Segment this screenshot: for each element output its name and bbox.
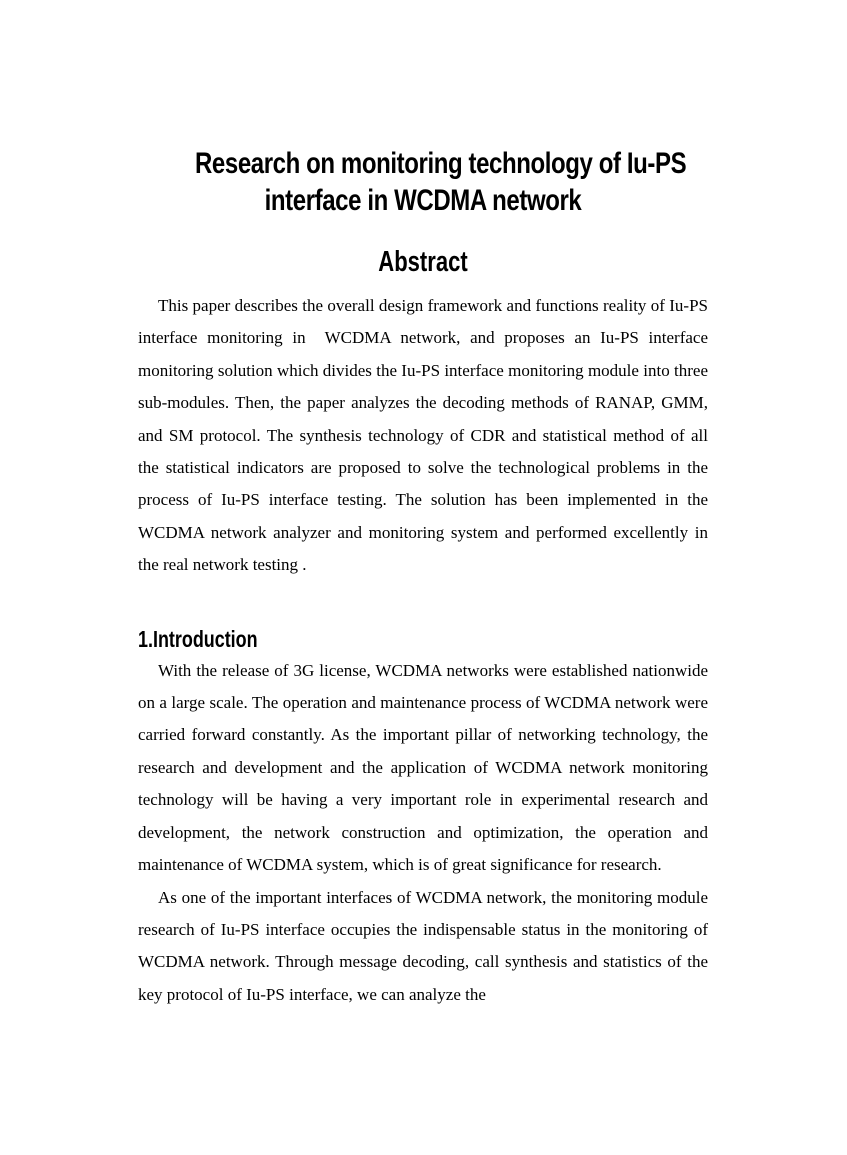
document-content bbox=[138, 0, 708, 1011]
paper-title bbox=[195, 145, 687, 219]
paper-title-line1: Research on monitoring technology of Iu-PS bbox=[195, 147, 687, 180]
introduction-heading: 1.Introduction bbox=[138, 625, 258, 652]
abstract-heading: Abstract bbox=[378, 246, 468, 278]
introduction-paragraph-2: As one of the important interfaces of WCDMA network, the monitoring module research of Iu-PS interface occupies the indispensable status in the monitoring of WCDMA network. Through message decoding, call synthesis and statistics of the key protocol of Iu-PS interface, we can analyze the bbox=[138, 887, 708, 1004]
introduction-paragraph-1: With the release of 3G license, WCDMA networks were established nationwide on a large scale. The operation and maintenance process of WCDMA network were carried forward constantly. As the important pillar of networking technology, the research and development and the application of WCDMA network monitoring technology will be having a very important role in experimental research and development, the network construction and optimization, the operation and maintenance of WCDMA system, which is of great significance for research. bbox=[138, 660, 708, 875]
abstract-paragraph: This paper describes the overall design framework and functions reality of Iu-PS interface monitoring in WCDMA network, and proposes an Iu-PS interface monitoring solution which divides the Iu-PS interface monitoring module into three sub-modules. Then, the paper analyzes the decoding methods of RANAP, GMM, and SM protocol. The synthesis technology of CDR and statistical method of all the statistical indicators are proposed to solve the technological problems in the process of Iu-PS interface testing. The solution has been implemented in the WCDMA network analyzer and monitoring system and performed excellently in the real network testing . bbox=[138, 296, 708, 575]
paper-title-line2: interface in WCDMA network bbox=[264, 184, 582, 217]
